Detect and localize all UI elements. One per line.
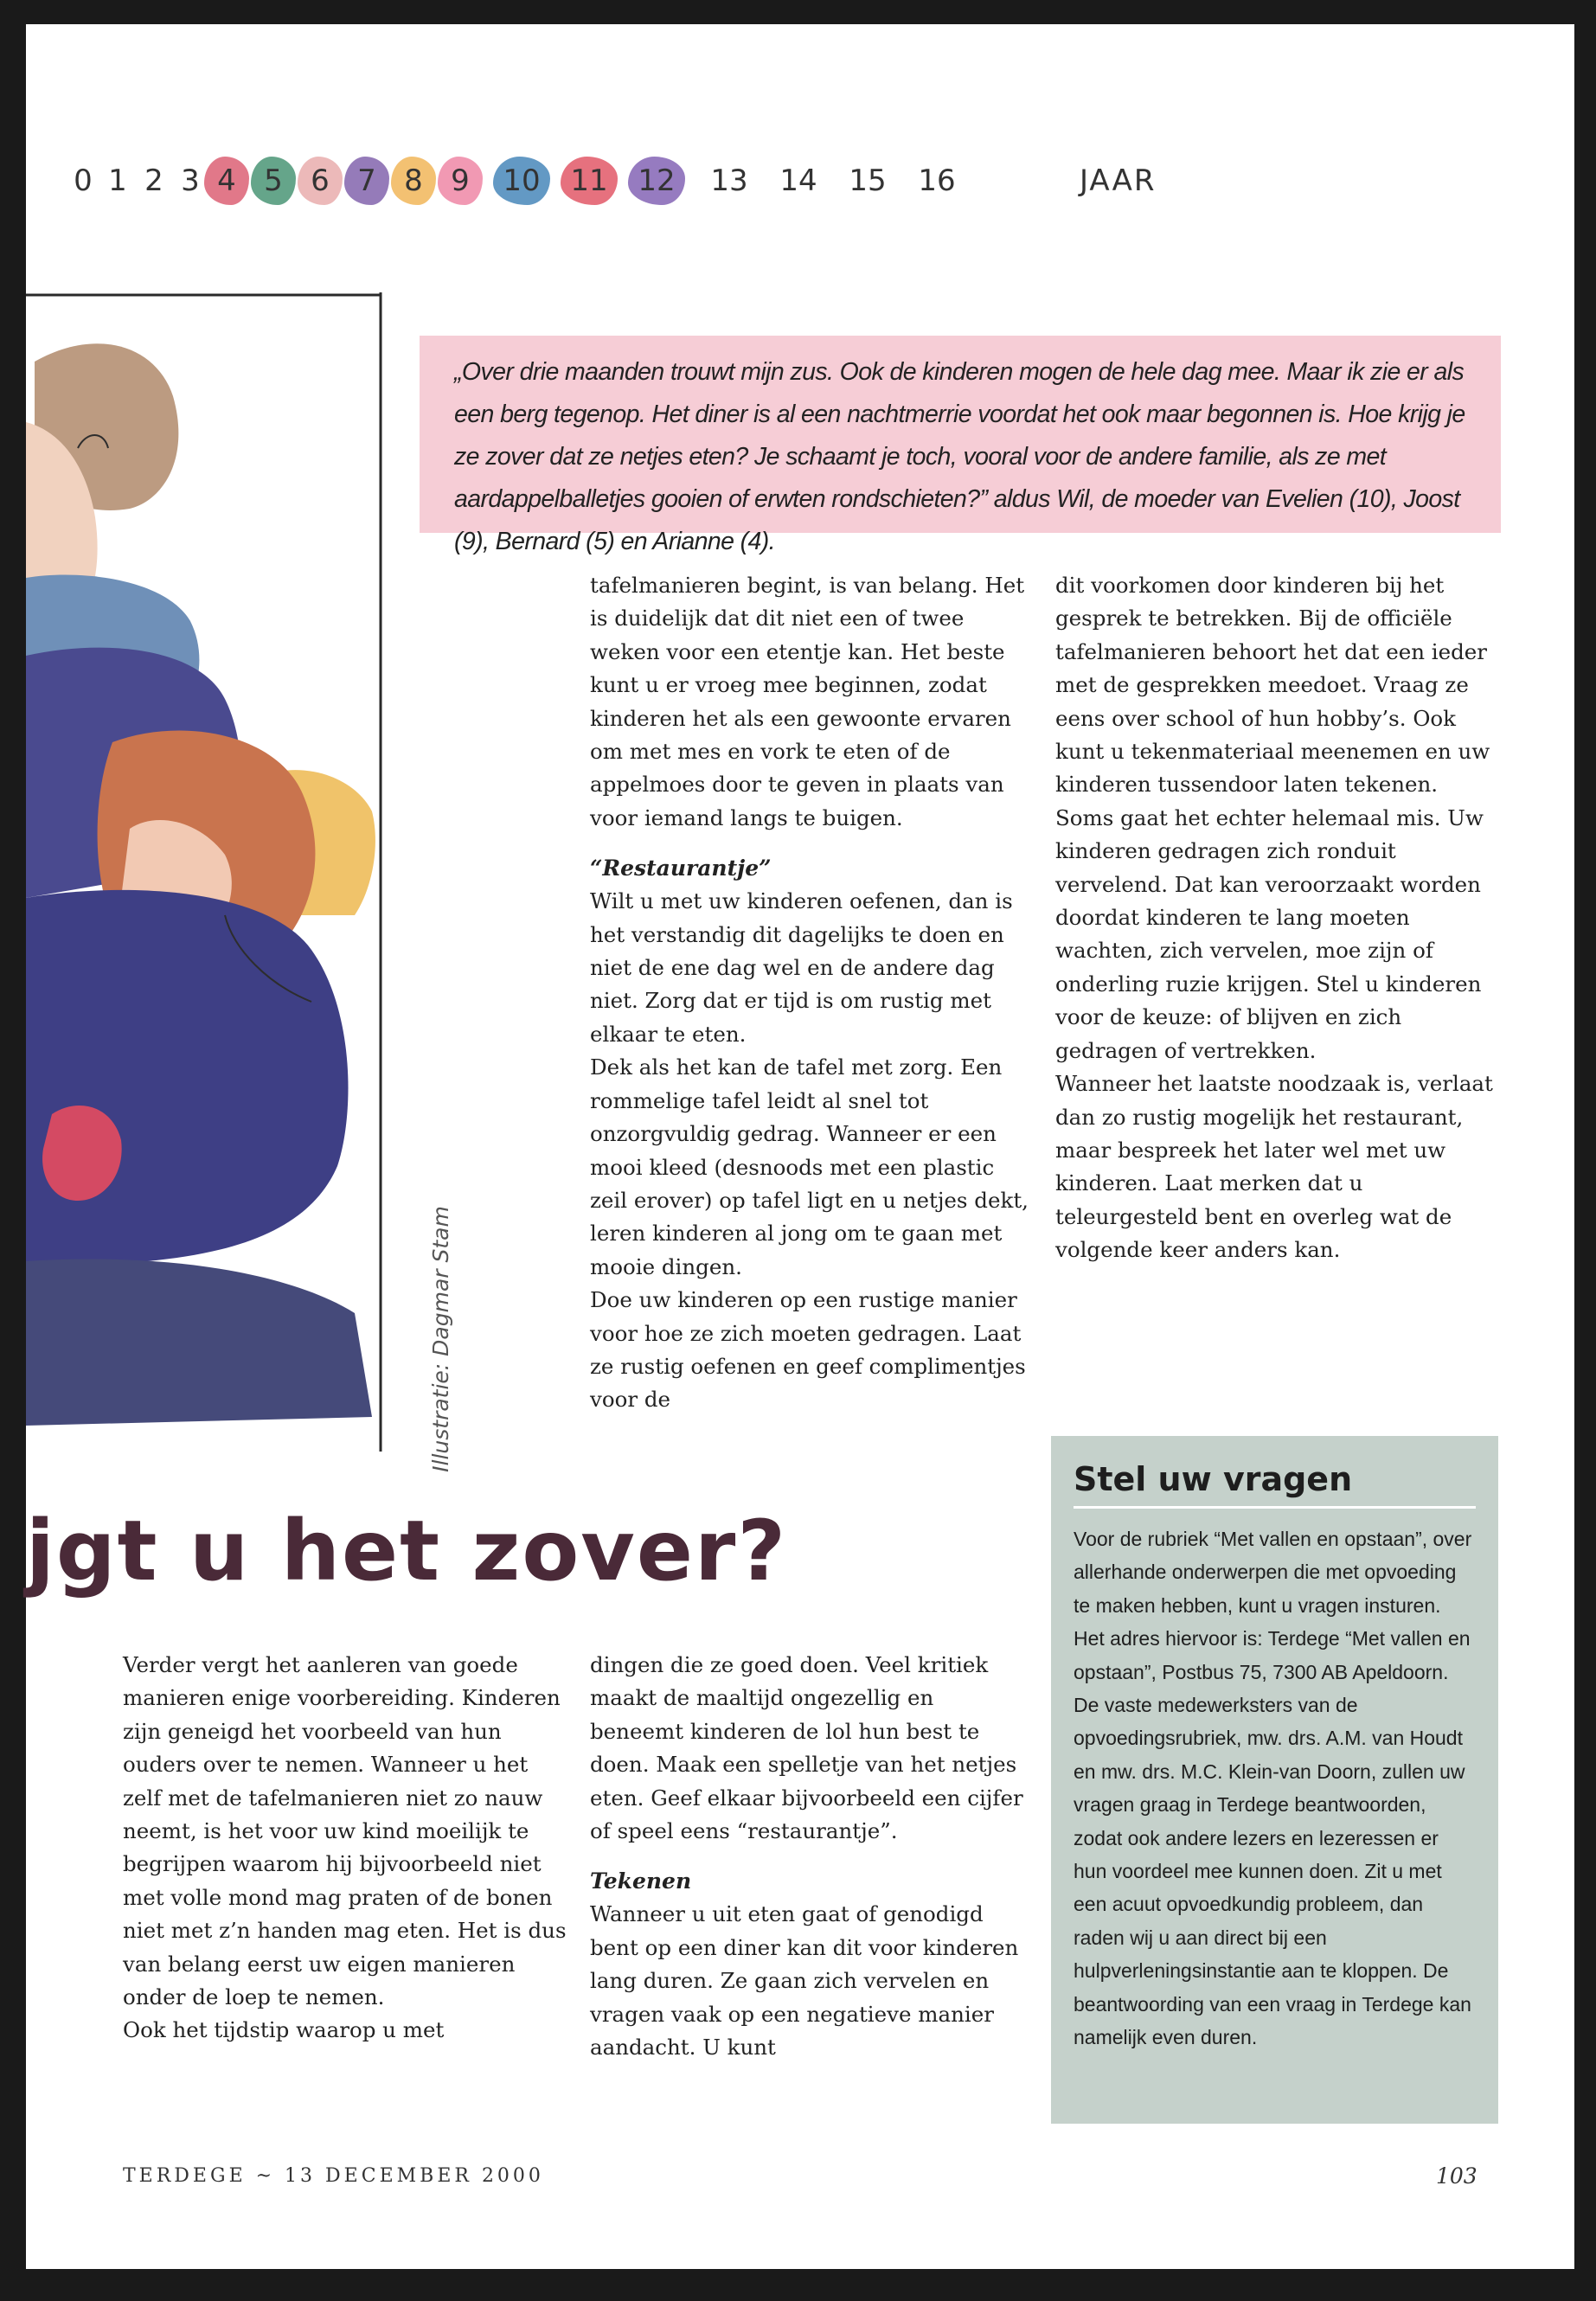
age-label: 8 (389, 151, 438, 211)
illustration-credit-text: Illustratie: Dagmar Stam (428, 1206, 453, 1472)
paragraph: Ook het tijdstip waarop u met (123, 2017, 445, 2043)
age-label: 14 (779, 163, 817, 198)
age-label: 13 (710, 163, 748, 198)
paragraph: Wilt u met uw kinderen oefenen, dan is het verstandig dit dagelijks te doen en niet de ene dag wel en de andere dag niet. Zorg dat er tijd is om rustig met elkaar te eten. (590, 888, 1013, 1047)
footer-publication: TERDEGE ~ 13 DECEMBER 2000 (123, 2165, 544, 2187)
age-label: 2 (144, 163, 163, 198)
age-label: 0 (74, 163, 93, 198)
headline: jgt u het zover? (26, 1503, 788, 1599)
age-label: 6 (296, 151, 344, 211)
sidebar-questions (1051, 1436, 1498, 2124)
paragraph: Verder vergt het aanleren van goede manieren enige voorbereiding. Kinderen zijn geneigd het voorbeeld van hun ouders over te nemen. Wanneer u het zelf met de tafelmanieren niet zo nauw neemt, is het voor uw kind moeilijk te begrijpen waarom hij bijvoorbeeld niet met volle mond mag praten of de bonen niet met z’n handen mag eten. Het is dus van belang eerst uw eigen manieren onder de loep te nemen. (123, 1652, 567, 2010)
subheading-tekenen: Tekenen (590, 1868, 692, 1894)
column-middle-top (590, 569, 1033, 1417)
age-scale (59, 151, 1356, 211)
illustration-children-at-table (26, 292, 389, 1452)
age-label: 5 (249, 151, 298, 211)
intro-quote-box (420, 336, 1501, 555)
paragraph: Wanneer u uit eten gaat of genodigd bent op een diner kan dit voor kinderen lang duren. Ze gaan zich vervelen en vragen vaak op een negatieve manier aandacht. U kunt (590, 1901, 1019, 2061)
sidebar-title: Stel uw vragen (1074, 1436, 1476, 1509)
column-right (1055, 569, 1498, 1267)
age-label: 1 (108, 163, 127, 198)
age-label: 10 (491, 151, 552, 211)
age-label: 7 (343, 151, 391, 211)
paragraph: dingen die ze goed doen. Veel kritiek maakt de maaltijd ongezellig en beneemt kinderen de lol hun best te doen. Maak een spelletje van het netjes eten. Geef elkaar bijvoorbeeld een cijfer of speel eens “restaurantje”. (590, 1652, 1023, 1844)
age-label: 3 (181, 163, 200, 198)
age-label: 12 (626, 151, 687, 211)
intro-quote-text: „Over drie maanden trouwt mijn zus. Ook de kinderen mogen de hele dag mee. Maar ik zie er als een berg tegenop. Het diner is al een nachtmerrie voordat het ook maar begonnen is. Hoe krijg je ze zover dat ze netjes eten? Je schaamt je toch, vooral voor de andere familie, als ze met aardappelballetjes gooien of erwten rondschieten?” aldus Wil, de moeder van Evelien (10), Joost (9), Bernard (5) en Arianne (4). (454, 358, 1465, 555)
paragraph: tafelmanieren begint, is van belang. Het is duidelijk dat dit niet een of twee weken voor een etentje kan. Het beste kunt u er vroeg mee beginnen, zodat kinderen het als een gewoonte ervaren om met mes en vork te eten of de appelmoes door te geven in plaats van voor iemand langs te buigen. (590, 573, 1025, 830)
column-middle-bottom (590, 1649, 1033, 2064)
paragraph: Soms gaat het echter helemaal mis. Uw kinderen gedragen zich ronduit vervelend. Dat kan veroorzaakt worden doordat kinderen te lang moeten wachten, zich vervelen, moe zijn of onderling ruzie krijgen. Stel u kinderen voor de keuze: of blijven en zich gedragen of vertrekken. (1055, 804, 1484, 1063)
paragraph: dit voorkomen door kinderen bij het gesprek te betrekken. Bij de officiële tafelmanieren behoort het dat een ieder met de gesprekken meedoet. Vraag ze eens over school of hun hobby’s. Ook kunt u tekenmateriaal meenemen en uw kinderen tussendoor laten tekenen. (1055, 573, 1490, 798)
age-label: 11 (559, 151, 619, 211)
magazine-page (26, 24, 1574, 2269)
age-label: 16 (918, 163, 956, 198)
illustration-credit (420, 1201, 471, 1477)
illustration-drawing (26, 292, 389, 1452)
subheading-restaurantje: “Restaurantje” (590, 856, 772, 881)
age-label: 4 (202, 151, 251, 211)
age-unit: JAAR (1080, 163, 1157, 198)
paragraph: Wanneer het laatste noodzaak is, verlaat dan zo rustig mogelijk het restaurant, maar bespreek het later wel met uw kinderen. Laat merken dat u teleurgesteld bent en overleg wat de volgende keer anders kan. (1055, 1071, 1493, 1263)
age-label: 15 (849, 163, 887, 198)
column-left (123, 1649, 573, 2048)
paragraph: Doe uw kinderen op een rustige manier voor hoe ze zich moeten gedragen. Laat ze rustig oefenen en geef complimentjes voor de (590, 1287, 1026, 1413)
age-label: 9 (436, 151, 484, 211)
page-number: 103 (1436, 2163, 1477, 2189)
paragraph: Dek als het kan de tafel met zorg. Een rommelige tafel leidt al snel tot onzorgvuldig gedrag. Wanneer er een mooi kleed (desnoods met een plastic zeil erover) op tafel ligt en u netjes dekt, leren kinderen al jong om te gaan met mooie dingen. (590, 1054, 1029, 1279)
sidebar-text: Voor de rubriek “Met vallen en opstaan”, over allerhande onderwerpen die met opvoeding te maken hebben, kunt u vragen insturen. Het adres hiervoor is: Terdege “Met vallen en opstaan”, Postbus 75, 7300 AB Apeldoorn. De vaste medewerksters van de opvoedingsrubriek, mw. drs. A.M. van Houdt en mw. drs. M.C. Klein-van Doorn, zullen uw vragen graag in Terdege beantwoorden, zodat ook andere lezers en lezeressen er hun voordeel mee kunnen doen. Zit u met een acuut opvoedkundig probleem, dan raden wij u aan direct bij een hulpverleningsinstantie aan te kloppen. De beantwoording van een vraag in Terdege kan namelijk even duren. (1074, 1528, 1472, 2049)
